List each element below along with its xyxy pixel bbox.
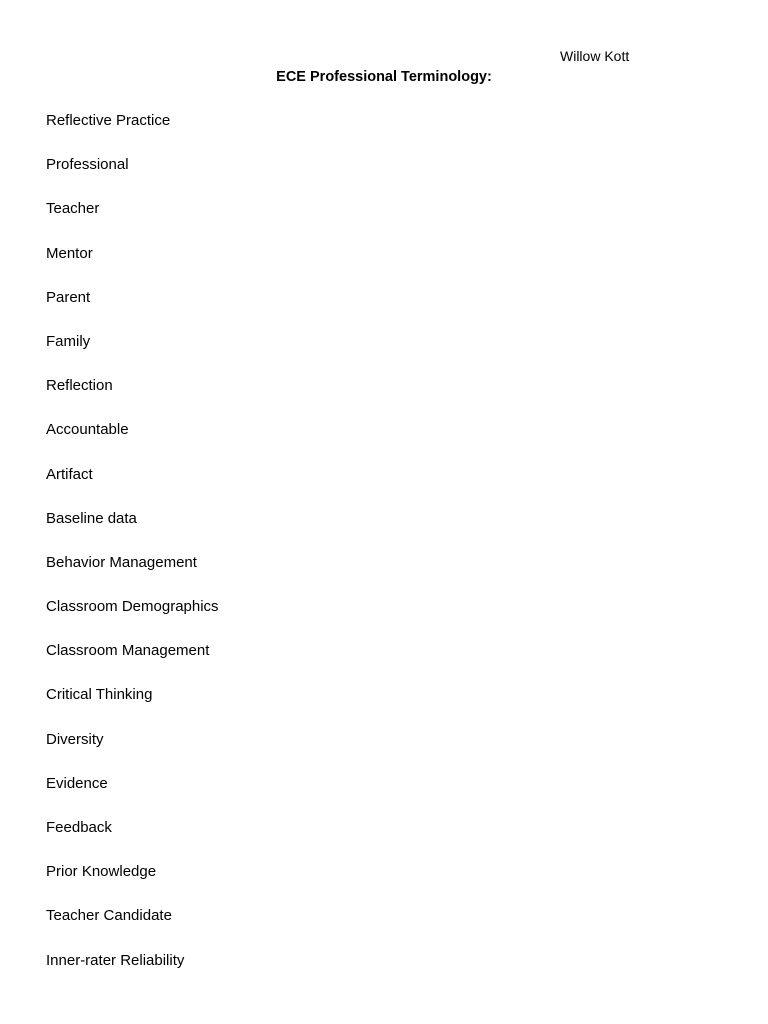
term-item: Classroom Demographics	[46, 598, 219, 616]
term-item: Family	[46, 332, 91, 350]
term-item: Reflective Practice	[46, 112, 171, 129]
document-title: ECE Professional Terminology:	[276, 69, 492, 85]
term-item: Teacher	[46, 200, 100, 218]
term-item: Teacher Candidate	[46, 907, 172, 925]
term-item: Critical Thinking	[46, 686, 153, 704]
term-item: Behavior Management	[46, 553, 197, 571]
term-item: Reflection	[46, 377, 113, 395]
author-name: Willow Kott	[560, 48, 630, 64]
term-item: Parent	[46, 288, 91, 306]
term-item: Feedback	[46, 819, 112, 836]
term-item: Artifact	[46, 465, 93, 483]
term-item: Diversity	[46, 730, 104, 748]
term-item: Accountable	[46, 421, 129, 439]
term-item: Classroom Management	[46, 642, 210, 660]
term-item: Baseline data	[46, 509, 137, 527]
term-item: Evidence	[46, 774, 108, 792]
term-item: Professional	[46, 156, 129, 174]
term-item: Mentor	[46, 244, 93, 262]
term-item: Prior Knowledge	[46, 863, 157, 881]
terminology-list	[46, 111, 219, 995]
term-item: Inner-rater Reliability	[46, 951, 185, 969]
